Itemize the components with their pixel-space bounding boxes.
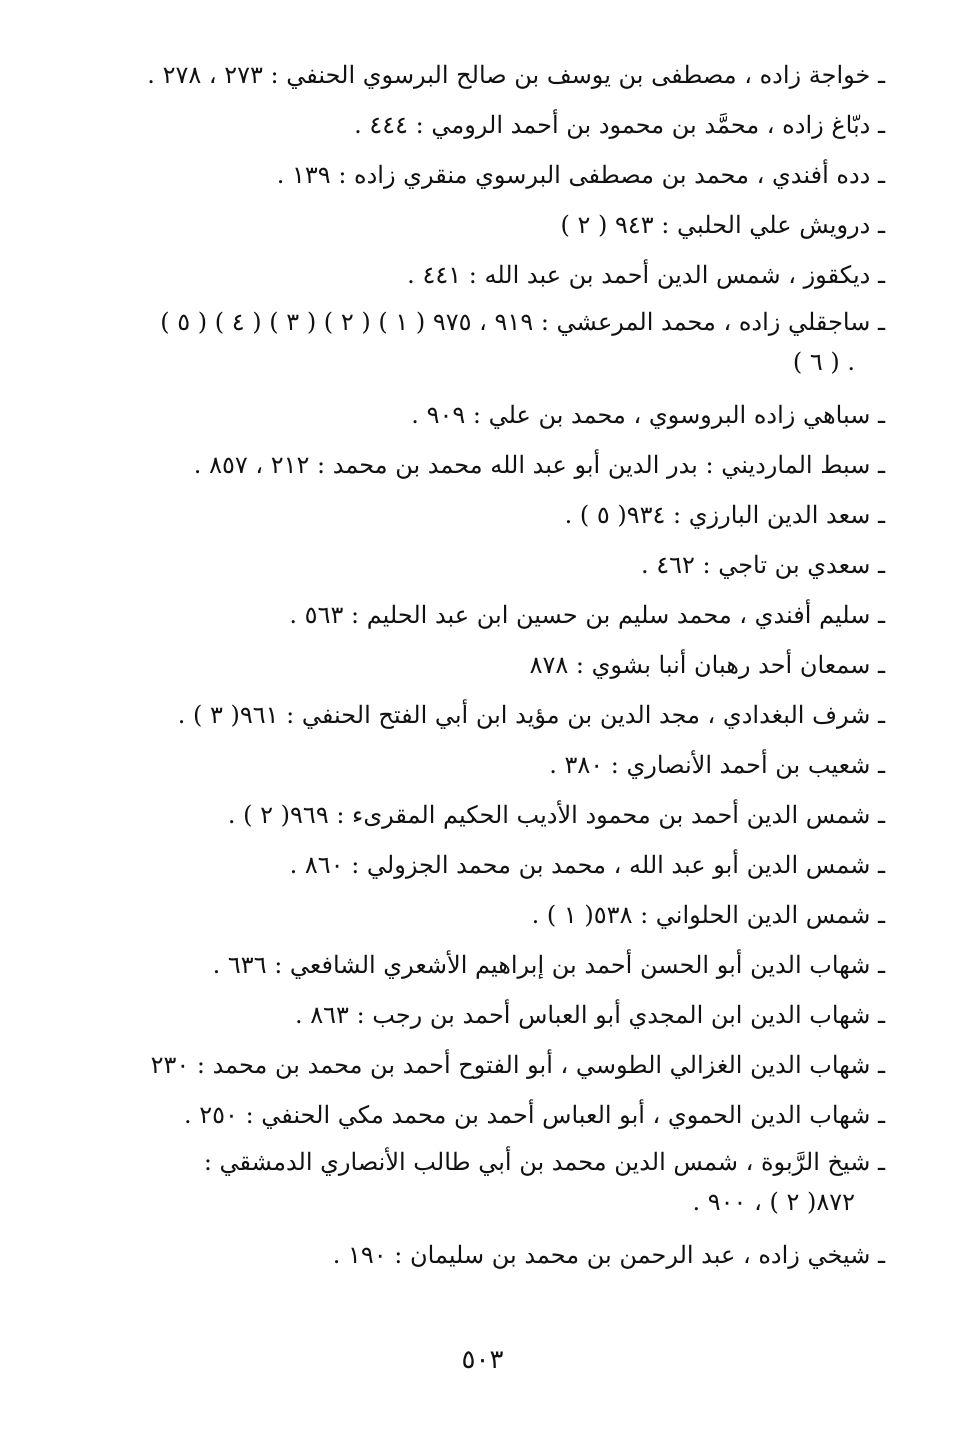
index-entry: ـ شعيب بن أحمد الأنصاري : ٣٨٠ . <box>549 751 885 779</box>
page-number: ٥٠٣ <box>461 1345 504 1375</box>
index-entry: ـ شهاب الدين ابن المجدي أبو العباس أحمد بن رجب : ٨٦٣ . <box>295 1001 885 1029</box>
index-entry-continuation: . ( ٦ ) <box>792 348 855 376</box>
index-entry: ـ شيخ الرَّبوة ، شمس الدين محمد بن أبي طالب الأنصاري الدمشقي : <box>203 1148 885 1176</box>
index-entry: ـ سليم أفندي ، محمد سليم بن حسين ابن عبد الحليم : ٥٦٣ . <box>289 601 885 629</box>
index-entry: ـ شمس الدين الحلواني : ٥٣٨( ١ ) . <box>531 901 885 929</box>
index-entry: ـ شمس الدين أبو عبد الله ، محمد بن محمد الجزولي : ٨٦٠ . <box>289 851 885 879</box>
index-entry: ـ ساجقلي زاده ، محمد المرعشي : ٩١٩ ، ٩٧٥ ( ١ ) ( ٢ ) ( ٣ ) ( ٤ ) ( ٥ ) <box>160 308 885 336</box>
index-entry: ـ ديكقوز ، شمس الدين أحمد بن عبد الله : ٤٤١ . <box>407 261 885 289</box>
index-entry: ـ سعدي بن تاجي : ٤٦٢ . <box>640 551 885 579</box>
index-entry: ـ شمس الدين أحمد بن محمود الأديب الحكيم المقرىء : ٩٦٩( ٢ ) . <box>227 801 885 829</box>
index-entry: ـ خواجة زاده ، مصطفى بن يوسف بن صالح البرسوي الحنفي : ٢٧٣ ، ٢٧٨ . <box>147 61 885 89</box>
index-entry: ـ دبّاغ زاده ، محمَّد بن محمود بن أحمد الرومي : ٤٤٤ . <box>354 111 885 139</box>
index-entry: ـ دده أفندي ، محمد بن مصطفى البرسوي منقري زاده : ١٣٩ . <box>276 161 885 189</box>
index-entry: ـ سعد الدين البارزي : ٩٣٤( ٥ ) . <box>564 501 885 529</box>
index-entry: ـ سباهي زاده البروسوي ، محمد بن علي : ٩٠٩ . <box>411 401 885 429</box>
index-entry: ـ شرف البغدادي ، مجد الدين بن مؤيد ابن أبي الفتح الحنفي : ٩٦١( ٣ ) . <box>177 701 885 729</box>
index-entry: ـ سمعان أحد رهبان أنبا بشوي : ٨٧٨ <box>529 651 885 679</box>
index-entry: ـ درويش علي الحلبي : ٩٤٣ ( ٢ ) <box>560 211 885 239</box>
index-entry: ـ شهاب الدين الغزالي الطوسي ، أبو الفتوح أحمد بن محمد بن محمد : ٢٣٠ <box>150 1051 885 1079</box>
index-entry: ـ سبط الماردیني : بدر الدين أبو عبد الله محمد بن محمد : ٢١٢ ، ٨٥٧ . <box>193 451 885 479</box>
index-entry: ـ شهاب الدين أبو الحسن أحمد بن إبراهيم الأشعري الشافعي : ٦٣٦ . <box>212 951 885 979</box>
index-entry-multiline <box>70 300 885 390</box>
index-entry-multiline <box>70 1140 885 1230</box>
index-entry: ـ شيخي زاده ، عبد الرحمن بن محمد بن سليمان : ١٩٠ . <box>332 1241 885 1269</box>
index-entry-continuation: ٨٧٢( ٢ ) ، ٩٠٠ . <box>692 1188 855 1216</box>
index-page <box>70 50 885 1280</box>
index-entry: ـ شهاب الدين الحموي ، أبو العباس أحمد بن محمد مكي الحنفي : ٢٥٠ . <box>184 1101 885 1129</box>
